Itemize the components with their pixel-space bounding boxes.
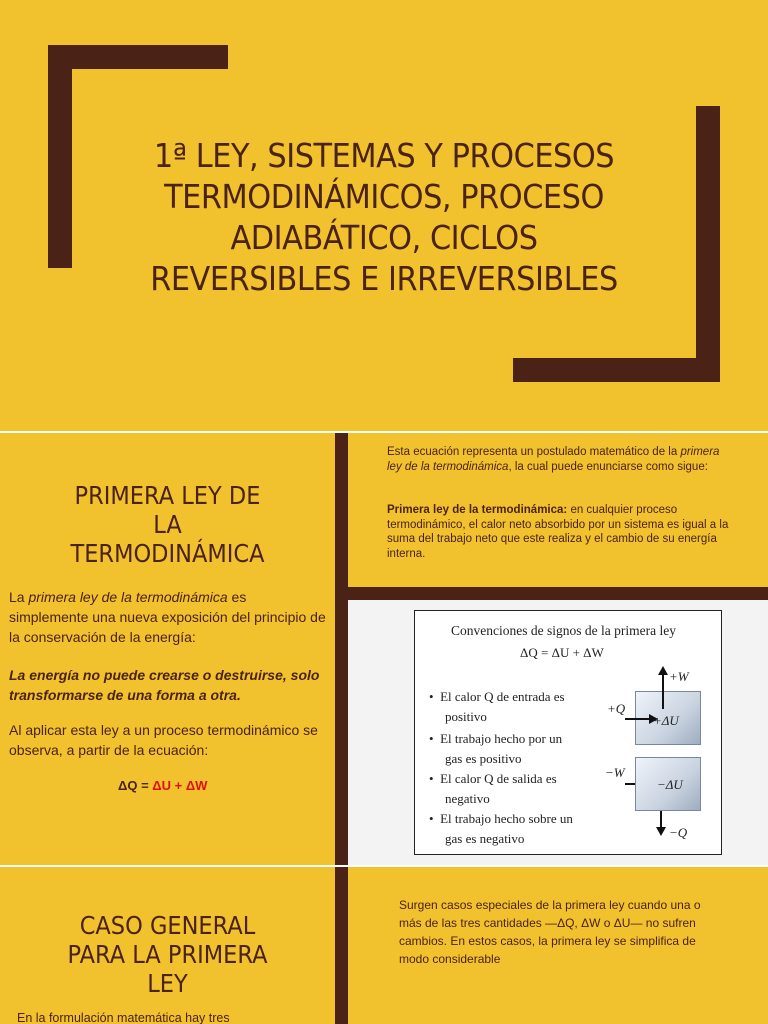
equation-highlight: ΔU + ΔW [152,778,208,793]
frame-top-left-horizontal [48,45,228,69]
frame-top-left-vertical [48,45,72,268]
vertical-separator [335,433,348,865]
vertical-separator-2 [335,867,348,1024]
caso-heading-line-3: LEY [147,969,188,998]
intro-paragraph: La primera ley de la termodinámica es simplemente una nueva exposición del principio de la conservación de la energía: [9,589,326,645]
arrows-top-cube [415,611,721,854]
horizontal-separator [335,587,768,600]
bullet-2: • El trabajo hecho por un gas es positivo [429,731,563,766]
section-heading [35,481,301,568]
title-slide [0,0,768,431]
title-line-2: TERMODINÁMICOS, PROCESO [164,177,604,216]
heading-line-1: PRIMERA LEY DE [74,481,261,510]
label-minus-du: −ΔU [657,777,683,792]
title-line-4: REVERSIBLES E IRREVERSIBLES [150,259,618,298]
energy-statement: La energía no puede crearse o destruirse, solo transformarse de una forma a otra. [9,667,320,703]
caso-heading-line-2: PARA LA PRIMERA [67,940,268,969]
apply-paragraph: Al aplicar esta ley a un proceso termodinámico se observa, a partir de la ecuación: [9,722,318,758]
figure-title: Convenciones de signos de la primera ley [451,623,676,638]
caso-right-text: Surgen casos especiales de la primera ley cuando una o más de las tres cantidades —ΔQ, ΔW o ΔU— no sufren cambios. En estos casos, la primera ley se simplifica de modo considerable [399,898,701,966]
inner-frame-top [348,867,768,869]
heading-line-2: LA [153,510,182,539]
right-paragraph-2: Primera ley de la termodinámica: en cualquier proceso termodinámico, el calor neto absorbido por un sistema es igual a la suma del trabajo neto que este realiza y el cambio de su energía interna. [387,504,729,560]
heading-line-3: TERMODINÁMICA [70,539,265,568]
caso-heading-line-1: CASO GENERAL [79,911,256,940]
label-plus-du: +ΔU [653,713,679,728]
bullet-1: • El calor Q de entrada es positivo [429,689,565,724]
caso-general-slide [0,867,768,1024]
right-paragraph-1: Esta ecuación representa un postulado matemático de la primera ley de la termodinámica, la cual puede enunciarse como sigue: [387,446,720,473]
slide-title [123,135,646,299]
bullet-3: • El calor Q de salida es negativo [429,771,557,806]
label-plus-q: +Q [607,701,626,716]
bullet-4: • El trabajo hecho sobre un gas es negativo [429,811,573,846]
frame-bottom-right-vertical [696,106,720,382]
label-minus-w: −W [605,765,625,780]
sign-convention-figure [414,610,722,855]
label-plus-w: +W [669,669,689,684]
title-line-3: ADIABÁTICO, CICLOS [230,218,538,257]
title-line-1: 1ª LEY, SISTEMAS Y PROCESOS [153,136,615,175]
caso-general-heading [35,911,301,998]
primera-ley-slide [0,433,768,865]
intro-italic: primera ley de la termodinámica [28,589,228,605]
figure-equation: ΔQ = ΔU + ΔW [520,645,604,660]
frame-bottom-right-horizontal [513,358,720,382]
label-minus-q: −Q [669,825,688,840]
first-law-equation: ΔQ = ΔU + ΔW [118,778,208,793]
caso-bottom-text: En la formulación matemática hay tres [17,1011,230,1024]
